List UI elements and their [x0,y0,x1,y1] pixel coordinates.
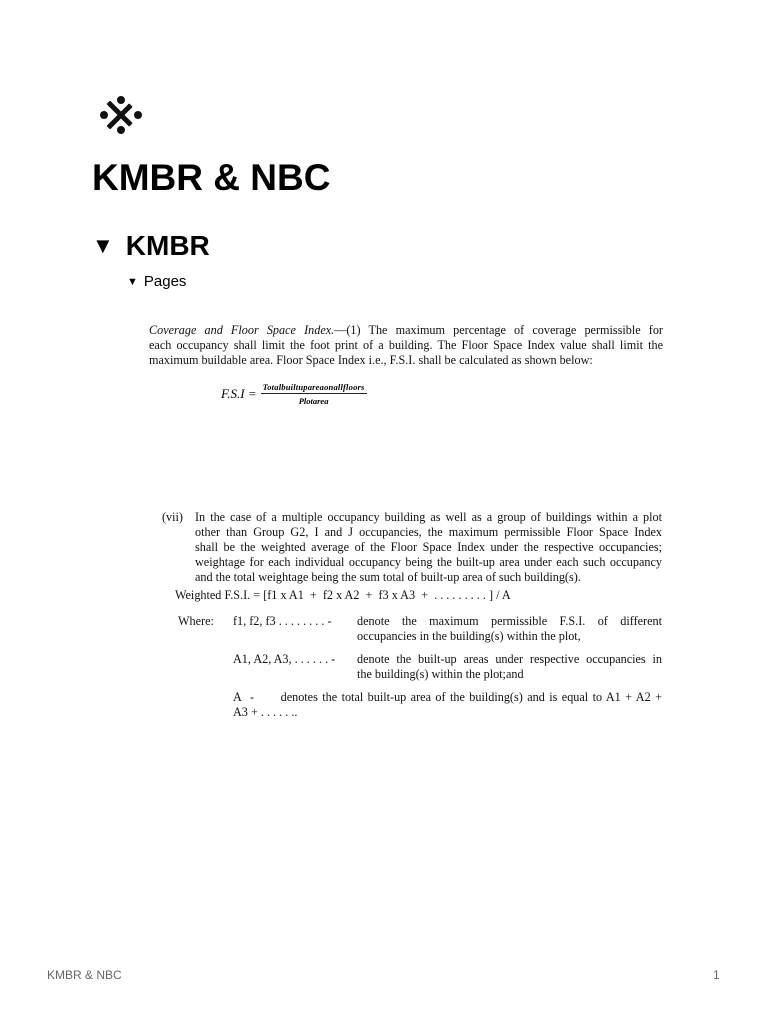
excerpt-italic-lead: Coverage and Floor Space Index. [149,323,335,337]
variable-f: f1, f2, f3 . . . . . . . . - [233,614,332,628]
description-line: denote the built-up areas under respective occupancies in [357,652,662,666]
subsection-heading: Pages [143,273,187,290]
formula-denominator: Plotarea [298,396,329,406]
variable-a-description [357,652,662,682]
formula-numerator: Totalbuiltupareaonallfloors [262,382,365,392]
description-line: A3 + . . . . . .. [233,705,298,719]
page-title: KMBR & NBC [92,157,331,198]
weighted-fsi-formula: Weighted F.S.I. = [f1 x A1 + f2 x A2 + f3 x A3 + . . . . . . . . . ] / A [175,588,511,602]
clause-line: shall be the weighted average of the Floor Space Index under the respective occupancies; [195,540,662,554]
variable-a: A1, A2, A3, . . . . . . - [233,652,336,666]
page-number: 1 [713,968,720,982]
description-line: the building(s) within the plot;and [357,667,524,681]
clause-label: (vii) [162,510,183,524]
excerpt-line: maximum buildable area. Floor Space Index i.e., F.S.I. shall be calculated as shown below: [149,353,593,367]
clause-line: and the total weightage being the sum total of built-up area of such building(s). [195,570,581,584]
triangle-down-icon: ▼ [92,233,114,258]
description-line: occupancies in the building(s) within the plot, [357,629,581,643]
variable-f-description [357,614,662,644]
where-label: Where: [178,614,214,628]
excerpt-line: each occupancy shall limit the foot print of a building. The Floor Space Index value shall limit the [149,338,663,352]
section-kmbr-toggle[interactable] [92,228,210,264]
clause-line: weightage for each individual occupancy being the built-up area under each such occupancy [195,555,662,569]
description-line: denote the maximum permissible F.S.I. of different [357,614,662,628]
excerpt-line [149,323,663,338]
subsection-pages-toggle[interactable] [127,272,186,292]
crossed-tools-icon [99,95,143,135]
multiple-occupancy-clause [162,510,662,585]
triangle-down-icon: ▼ [127,276,138,288]
fsi-definition-excerpt [149,323,663,368]
section-heading: KMBR [125,230,210,261]
clause-line: other than Group G2, I and J occupancies, the maximum permissible Floor Space Index [195,525,662,539]
total-area-definition [233,690,662,720]
fsi-formula [221,382,367,406]
formula-lhs: F.S.I = [221,386,257,401]
formula-fraction [261,382,367,406]
description-line: A - denotes the total built-up area of the building(s) and is equal to A1 + A2 + [233,690,662,704]
footer-title: KMBR & NBC [47,968,122,982]
excerpt-line-rest: —(1) The maximum percentage of coverage permissible for [334,323,663,337]
clause-line: In the case of a multiple occupancy building as well as a group of buildings within a plot [195,510,662,524]
